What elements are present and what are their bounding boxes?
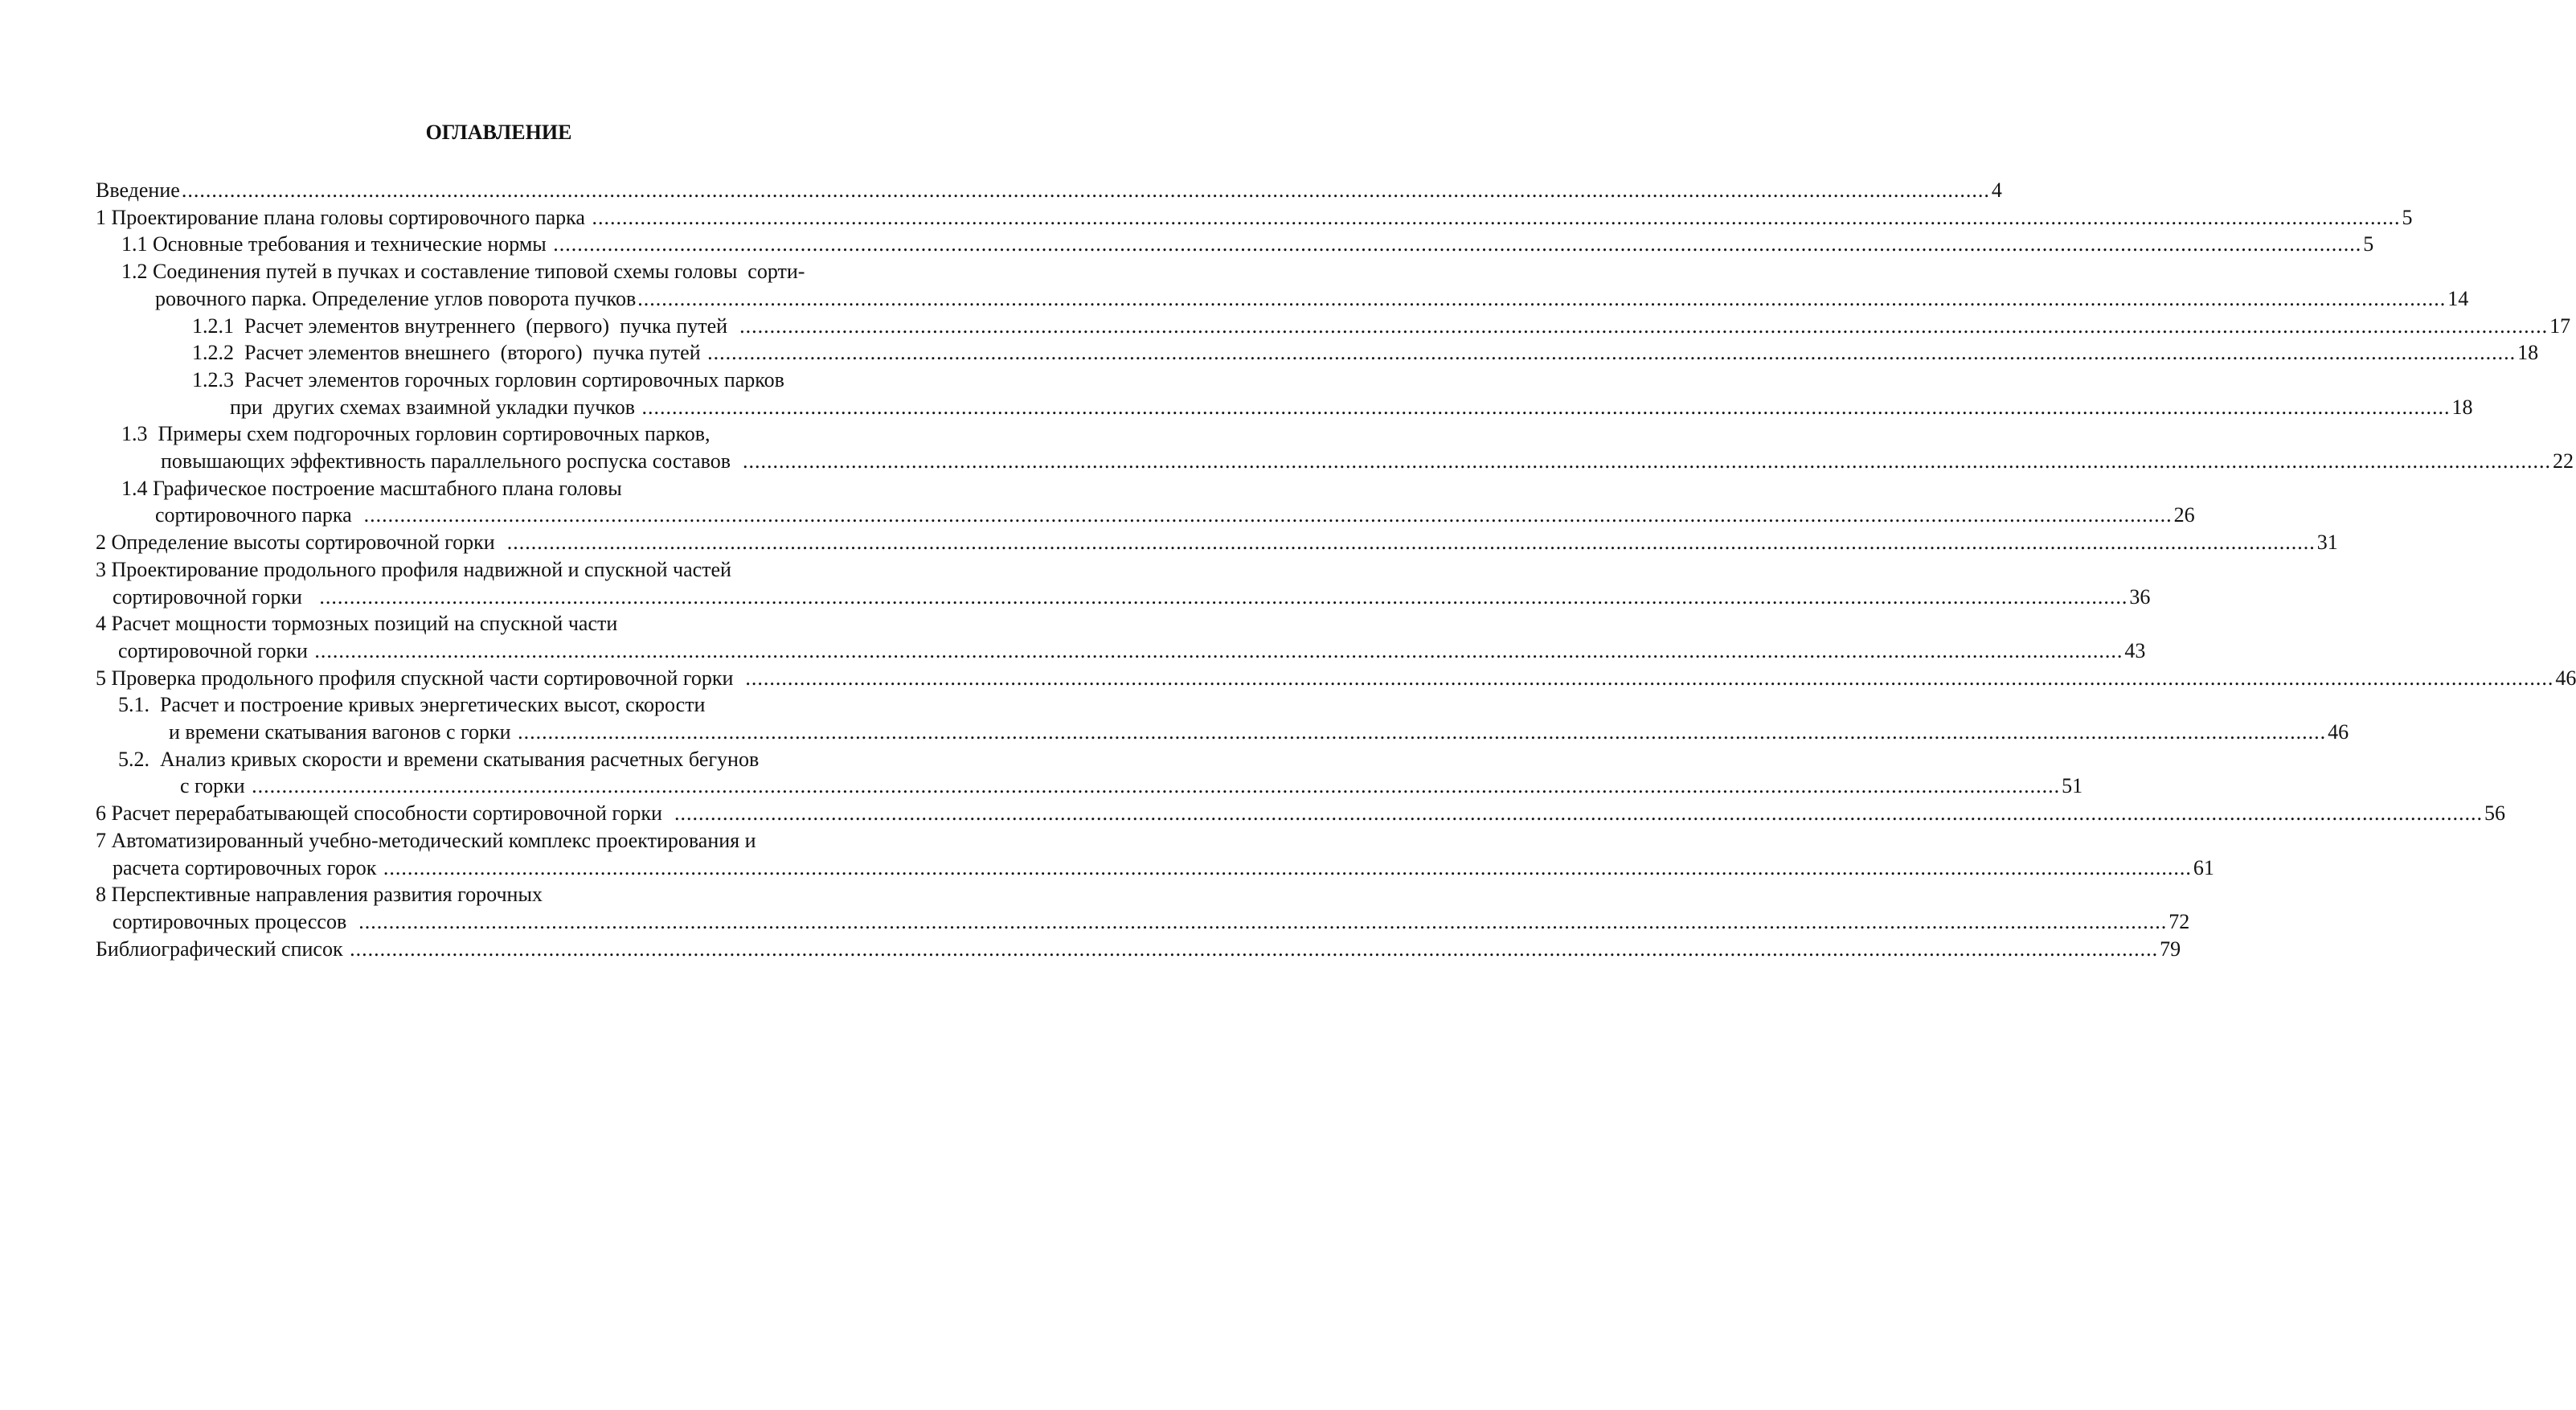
page-number: 14 (2447, 286, 2469, 310)
toc-entry[interactable] (169, 719, 2349, 746)
toc-entry-text: с горки (180, 774, 251, 798)
toc-entry[interactable] (96, 665, 2576, 692)
toc-entry-text: 1.4 Графическое построение масштабного плана головы (121, 476, 622, 500)
page-number: 43 (2124, 638, 2146, 662)
toc-entry-text: 1.2.2 Расчет элементов внешнего (второго) пучка путей (192, 341, 706, 365)
dot-leader: ............................................................................................................................................................................................................................................................................................................ (739, 314, 2549, 338)
toc-entry-line (118, 746, 903, 773)
toc-entry-text: 8 Перспективные направления развития горочных (96, 883, 543, 907)
toc-title: ОГЛАВЛЕНИЕ (425, 121, 572, 144)
page-number: 79 (2160, 937, 2181, 961)
dot-leader: ............................................................................................................................................................................................................................................................................................................ (363, 503, 2173, 527)
page-number: 4 (1991, 178, 2002, 202)
dot-leader: ............................................................................................................................................................................................................................................................................................................ (592, 205, 2401, 229)
toc-entry[interactable] (96, 204, 2413, 232)
toc-entry-text: Введение (96, 178, 180, 202)
toc-entry-text: 5.1. Расчет и построение кривых энергетических высот, скорости (118, 693, 706, 717)
toc-entry-line (118, 691, 903, 719)
toc-entry[interactable] (192, 339, 2539, 367)
toc-entry-text: 2 Определение высоты сортировочной горки (96, 531, 506, 555)
toc-entry-line (96, 556, 903, 584)
page-number: 46 (2555, 666, 2576, 690)
page-number: 36 (2129, 584, 2151, 609)
toc-entry-text: повышающих эффективность параллельного роспуска составов (161, 449, 742, 473)
dot-leader: ............................................................................................................................................................................................................................................................................................................ (252, 774, 2061, 798)
toc-entry-text: 5.2. Анализ кривых скорости и времени скатывания расчетных бегунов (118, 747, 760, 771)
page-number: 61 (2193, 855, 2214, 879)
toc-entry-line (121, 258, 903, 285)
dot-leader: ............................................................................................................................................................................................................................................................................................................ (745, 666, 2554, 690)
toc-entry-text: 7 Автоматизированный учебно-методический комплекс проектирования и (96, 828, 756, 852)
page-number: 18 (2451, 395, 2473, 419)
page-number: 72 (2169, 909, 2190, 933)
toc-entry-line (192, 367, 903, 394)
toc-entry-text: 3 Проектирование продольного профиля надвижной и спускной частей (96, 557, 731, 581)
toc-entry[interactable] (155, 285, 2469, 313)
toc-entry-text: сортировочной горки (113, 584, 318, 609)
page-number: 56 (2484, 801, 2505, 826)
dot-leader: ............................................................................................................................................................................................................................................................................................................ (641, 395, 2451, 419)
page-number: 5 (2363, 232, 2374, 256)
dot-leader: ............................................................................................................................................................................................................................................................................................................ (358, 909, 2168, 933)
toc-entry[interactable] (121, 231, 2374, 258)
toc-entry-text: расчета сортировочных горок (113, 855, 382, 879)
toc-entry[interactable] (113, 855, 2214, 882)
toc-entry[interactable] (118, 637, 2146, 665)
page-number: 5 (2402, 205, 2413, 229)
dot-leader: ............................................................................................................................................................................................................................................................................................................ (553, 232, 2362, 256)
toc-entry-text: 1.2.1 Расчет элементов внутреннего (первого) пучка путей (192, 314, 739, 338)
dot-leader: ............................................................................................................................................................................................................................................................................................................ (674, 801, 2483, 826)
dot-leader: ............................................................................................................................................................................................................................................................................................................ (518, 720, 2327, 744)
toc-entry-line (121, 475, 903, 502)
page-number: 51 (2062, 774, 2083, 798)
toc-entry-text: 1.1 Основные требования и технические нормы (121, 232, 552, 256)
dot-leader: ............................................................................................................................................................................................................................................................................................................ (707, 341, 2517, 365)
toc-entry[interactable] (161, 448, 2574, 475)
toc-entry-line (121, 420, 903, 448)
toc-entry-text: 6 Расчет перерабатывающей способности сортировочной горки (96, 801, 673, 826)
toc-entry-text: 5 Проверка продольного профиля спускной части сортировочной горки (96, 666, 744, 690)
page-number: 26 (2173, 503, 2195, 527)
dot-leader: ............................................................................................................................................................................................................................................................................................................ (506, 531, 2316, 555)
toc-entry[interactable] (96, 800, 2505, 827)
toc-entry[interactable] (113, 908, 2190, 936)
toc-entry-text: ровочного парка. Определение углов поворота пучков (155, 286, 637, 310)
dot-leader: ............................................................................................................................................................................................................................................................................................................ (350, 937, 2159, 961)
toc-entry[interactable] (96, 936, 2181, 963)
page-number: 18 (2517, 341, 2539, 365)
page-number: 17 (2549, 314, 2571, 338)
dot-leader: ............................................................................................................................................................................................................................................................................................................ (743, 449, 2552, 473)
toc-entry-text: сортировочных процессов (113, 909, 358, 933)
toc-entry[interactable] (96, 529, 2338, 556)
page-number: 22 (2553, 449, 2574, 473)
dot-leader: ............................................................................................................................................................................................................................................................................................................ (319, 584, 2128, 609)
toc-entry[interactable] (113, 584, 2151, 611)
toc-entry-text: сортировочной горки (118, 638, 313, 662)
toc-entry-text: и времени скатывания вагонов с горки (169, 720, 517, 744)
toc-entry-text: Библиографический список (96, 937, 349, 961)
toc-entry-text: при других схемах взаимной укладки пучков (230, 395, 641, 419)
toc-entry-text: 1.3 Примеры схем подгорочных горловин сортировочных парков, (121, 422, 711, 446)
toc-entry[interactable] (96, 177, 2002, 204)
toc-entry[interactable] (192, 313, 2571, 340)
toc-entry-text: 4 Расчет мощности тормозных позиций на спускной части (96, 612, 618, 636)
toc-entry-text: 1.2.3 Расчет элементов горочных горловин сортировочных парков (192, 367, 784, 391)
toc-entry-text: 1 Проектирование плана головы сортировочного парка (96, 205, 591, 229)
dot-leader: ............................................................................................................................................................................................................................................................................................................ (383, 855, 2192, 879)
toc-entry-text: сортировочного парка (155, 503, 362, 527)
toc-entry[interactable] (230, 394, 2473, 421)
dot-leader: ............................................................................................................................................................................................................................................................................................................ (637, 286, 2447, 310)
dot-leader: ............................................................................................................................................................................................................................................................................................................ (314, 638, 2123, 662)
toc-entry-line (96, 827, 903, 855)
toc-entry-line (96, 610, 903, 637)
page-number: 31 (2316, 531, 2338, 555)
toc-entry-text: 1.2 Соединения путей в пучках и составление типовой схемы головы сорти- (121, 260, 805, 284)
toc-entry[interactable] (155, 502, 2195, 529)
toc-entry-line (96, 881, 903, 908)
page-number: 46 (2328, 720, 2349, 744)
dot-leader: ............................................................................................................................................................................................................................................................................................................ (181, 178, 1990, 202)
toc-entry[interactable] (180, 773, 2083, 800)
